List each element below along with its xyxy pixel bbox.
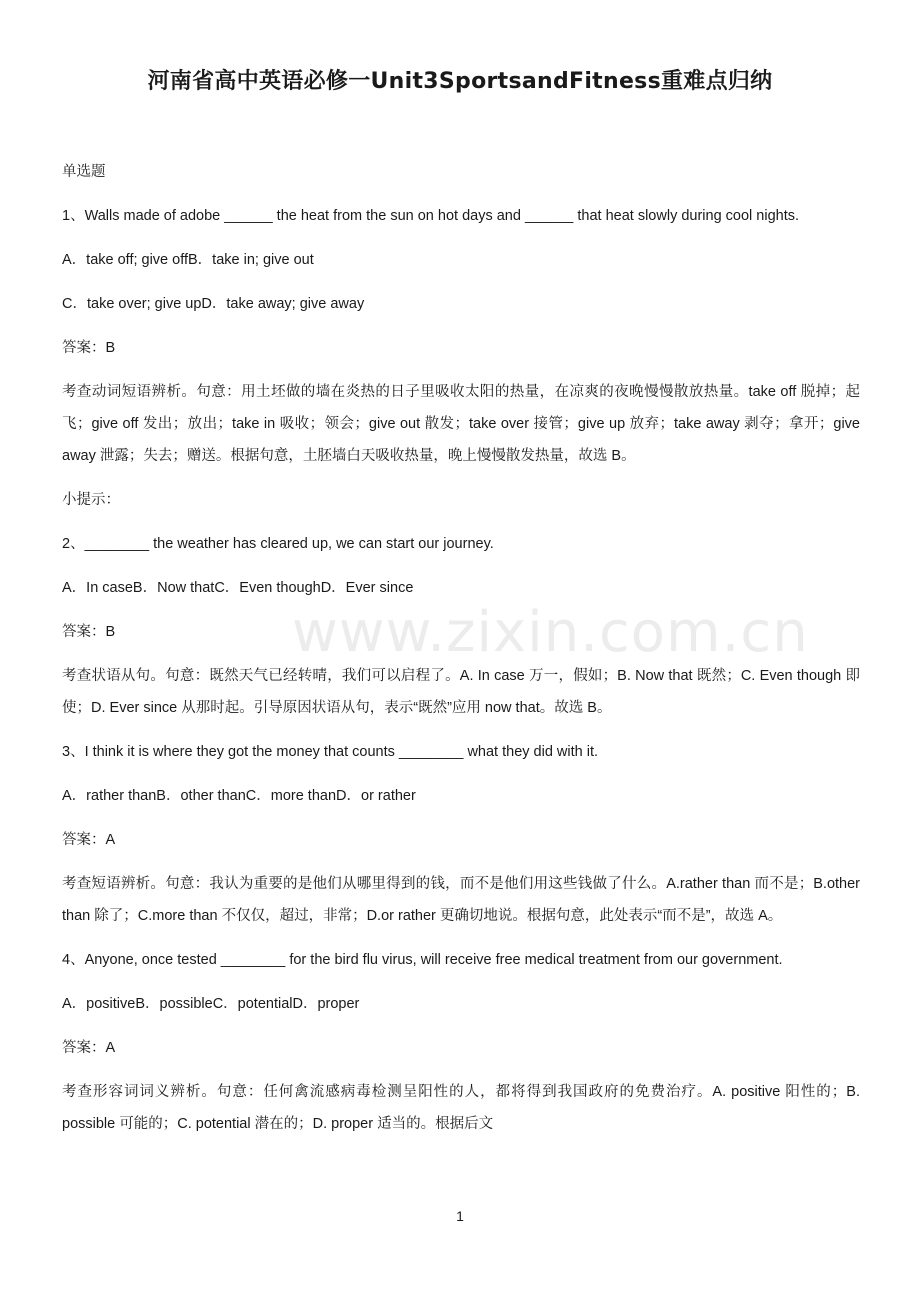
question-2: 2、________ the weather has cleared up, we can start our journey. xyxy=(62,536,494,552)
question-4-answer: 答案：A xyxy=(62,1040,116,1056)
question-1-options-cd: C．take over; give upD．take away; give away xyxy=(62,296,365,312)
question-4-explanation: 考查形容词词义辨析。句意：任何禽流感病毒检测呈阳性的人，都将得到我国政府的免费治疗。A. positive 阳性的；B. possible 可能的；C. potential 潜在的；D. proper 适当的。根据后文 xyxy=(62,1084,860,1132)
question-2-options: A．In caseB．Now thatC．Even thoughD．Ever since xyxy=(62,580,414,596)
question-1-answer: 答案：B xyxy=(62,340,116,356)
question-1: 1、Walls made of adobe ______ the heat from the sun on hot days and ______ that heat slowly during cool nights. xyxy=(62,208,800,224)
question-4-options: A．positiveB．possibleC．potentialD．proper xyxy=(62,996,360,1012)
question-3: 3、I think it is where they got the money that counts ________ what they did with it. xyxy=(62,744,599,760)
question-3-options: A．rather thanB．other thanC．more thanD．or rather xyxy=(62,788,416,804)
section-heading: 单选题 xyxy=(62,164,106,180)
question-3-explanation: 考查短语辨析。句意：我认为重要的是他们从哪里得到的钱，而不是他们用这些钱做了什么。A.rather than 而不是；B.other than 除了；C.more than 不仅仅，超过，非常；D.or rather 更确切地说。根据句意，此处表示“而不是”，故选 A。 xyxy=(62,876,860,924)
document-title: 河南省高中英语必修一Unit3SportsandFitness重难点归纳 xyxy=(147,69,773,94)
page-number: 1 xyxy=(456,1208,464,1224)
watermark: www.zixin.com.cn xyxy=(292,600,809,665)
question-3-answer: 答案：A xyxy=(62,832,116,848)
tip-label: 小提示： xyxy=(62,492,120,508)
question-1-options-ab: A．take off; give offB．take in; give out xyxy=(62,252,314,268)
question-2-answer: 答案：B xyxy=(62,624,116,640)
question-1-explanation: 考查动词短语辨析。句意：用土坯做的墙在炎热的日子里吸收太阳的热量，在凉爽的夜晚慢慢散放热量。take off 脱掉；起飞；give off 发出；放出；take in 吸收；领会；give out 散发；take over 接管；give up 放弃；take away 剥夺；拿开；give away 泄露；失去；赠送。根据句意，土胚墙白天吸收热量，晚上慢慢散发热量，故选 B。 xyxy=(62,384,860,464)
question-4: 4、Anyone, once tested ________ for the bird flu virus, will receive free medical treatment from our government. xyxy=(62,952,783,968)
document-body xyxy=(62,156,860,1152)
question-2-explanation: 考查状语从句。句意：既然天气已经转晴，我们可以启程了。A. In case 万一，假如；B. Now that 既然；C. Even though 即使；D. Ever since 从那时起。引导原因状语从句，表示“既然”应用 now that。故选 B。 xyxy=(62,668,860,716)
